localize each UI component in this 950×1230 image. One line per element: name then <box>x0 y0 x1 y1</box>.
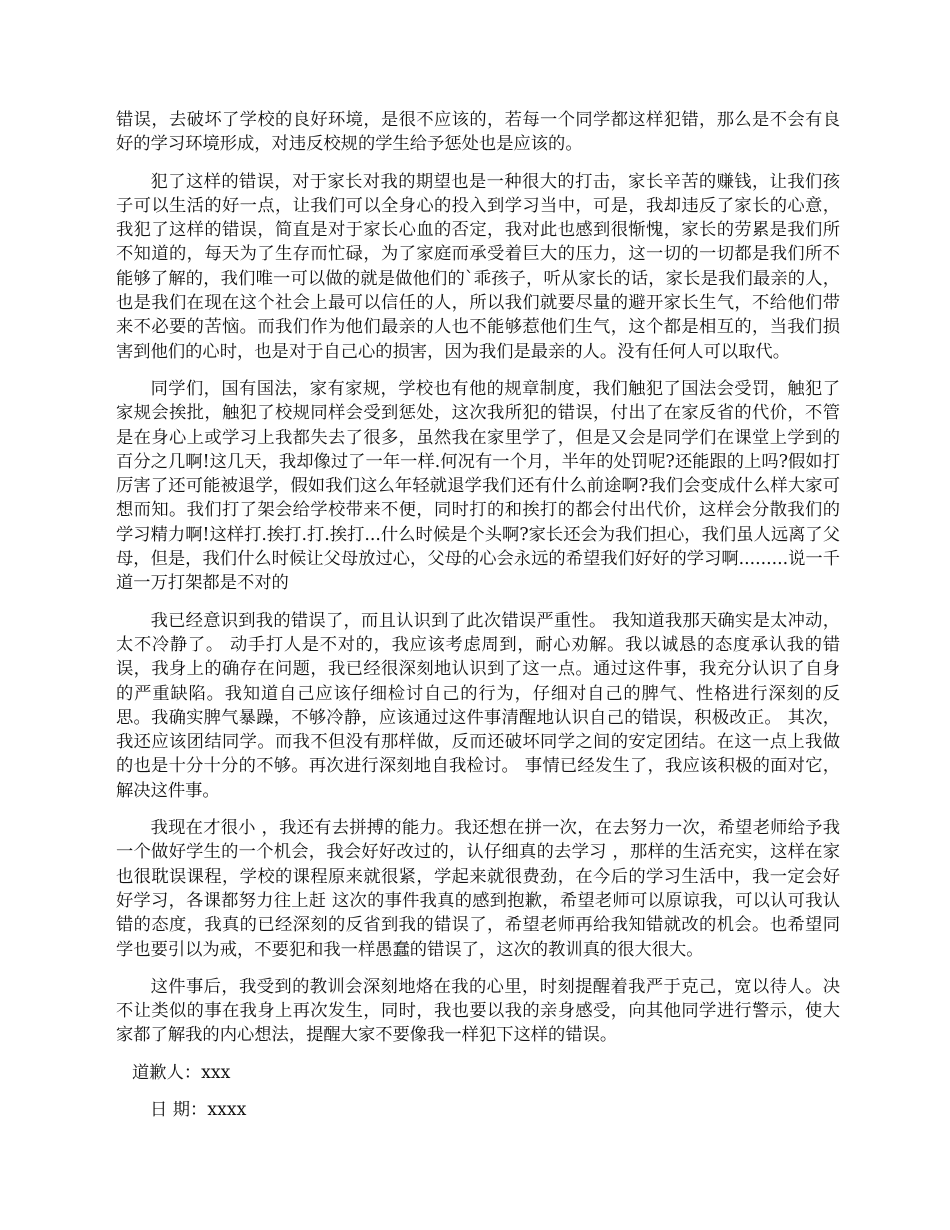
signature-date: 日 期：xxxx <box>150 1099 247 1120</box>
paragraph-2: 犯了这样的错误，对于家长对我的期望也是一种很大的打击，家长辛苦的赚钱，让我们孩子可以生活的好一点，让我们可以全身心的投入到学习当中，可是，我却违反了家长的心意，我犯了这样的错误，简直是对于家长心血的否定，我对此也感到很惭愧，家长的劳累是我们所不知道的，每天为了生存而忙碌，为了家庭而承受着巨大的压力，这一切的一切都是我们所不能够了解的，我们唯一可以做的就是做他们的`乖孩子，听从家长的话，家长是我们最亲的人，也是我们在现在这个社会上最可以信任的人，所以我们就要尽量的避开家长生气，不给他们带来不必要的苦恼。而我们作为他们最亲的人也不能够惹他们生气，这个都是相互的，当我们损害到他们的心时，也是对于自己心的损害，因为我们是最亲的人。没有任何人可以取代。 <box>116 171 840 362</box>
paragraph-6: 这件事后，我受到的教训会深刻地烙在我的心里，时刻提醒着我严于克己，宽以待人。决不让类似的事在我身上再次发生，同时，我也要以我的亲身感受，向其他同学进行警示，使大家都了解我的内心想法，提醒大家不要像我一样犯下这样的错误。 <box>116 976 840 1046</box>
signature-apologizer: 道歉人：xxx <box>132 1062 231 1083</box>
paragraph-4: 我已经意识到我的错误了，而且认识到了此次错误严重性。 我知道我那天确实是太冲动，太不冷静了。 动手打人是不对的，我应该考虑周到，耐心劝解。我以诚恳的态度承认我的错误，我身上的确存在问题，我已经很深刻地认识到了这一点。通过这件事，我充分认识了自身的严重缺陷。我知道自己应该仔细检讨自己的行为，仔细对自己的脾气、性格进行深刻的反思。我确实脾气暴躁，不够冷静，应该通过这件事清醒地认识自己的错误，积极改正。 其次，我还应该团结同学。而我不但没有那样做，反而还破坏同学之间的安定团结。在这一点上我做的也是十分十分的不够。再次进行深刻地自我检讨。 事情已经发生了，我应该积极的面对它，解决这件事。 <box>116 610 840 801</box>
document-body <box>116 108 840 1135</box>
paragraph-3: 同学们，国有国法，家有家规，学校也有他的规章制度，我们触犯了国法会受罚，触犯了家规会挨批，触犯了校规同样会受到惩处，这次我所犯的错误，付出了在家反省的代价，不管是在身心上或学习上我都失去了很多，虽然我在家里学了，但是又会是同学们在课堂上学到的百分之几啊!这几天，我却像过了一年一样.何况有一个月，半年的处罚呢?还能跟的上吗?假如打厉害了还可能被退学，假如我们这么年轻就退学我们还有什么前途啊?我们会变成什么样大家可想而知。我们打了架会给学校带来不便，同时打的和挨打的都会付出代价，这样会分散我们的学习精力啊!这样打.挨打.打.挨打...什么时候是个头啊?家长还会为我们担心，我们虽人远离了父母，但是，我们什么时候让父母放过心，父母的心会永远的希望我们好好的学习啊.........说一千道一万打架都是不对的 <box>116 378 840 594</box>
paragraph-1: 错误，去破坏了学校的良好环境，是很不应该的，若每一个同学都这样犯错，那么是不会有良好的学习环境形成，对违反校规的学生给予惩处也是应该的。 <box>116 110 840 155</box>
paragraph-5: 我现在才很小 ，我还有去拼搏的能力。我还想在拼一次，在去努力一次，希望老师给予我一个做好学生的一个机会，我会好好改过的，认仔细真的去学习 ，那样的生活充实，这样在家也很耽误课程，学校的课程原来就很紧，学起来就很费劲，在今后的学习生活中，我一定会好好学习，各课都努力往上赶 这次的事件我真的感到抱歉，希望老师可以原谅我，可以认可我认错的态度，我真的已经深刻的反省到我的错误了，希望老师再给我知错就改的机会。也希望同学也要引以为戒，不要犯和我一样愚蠢的错误了，这次的教训真的很大很大。 <box>116 818 840 960</box>
